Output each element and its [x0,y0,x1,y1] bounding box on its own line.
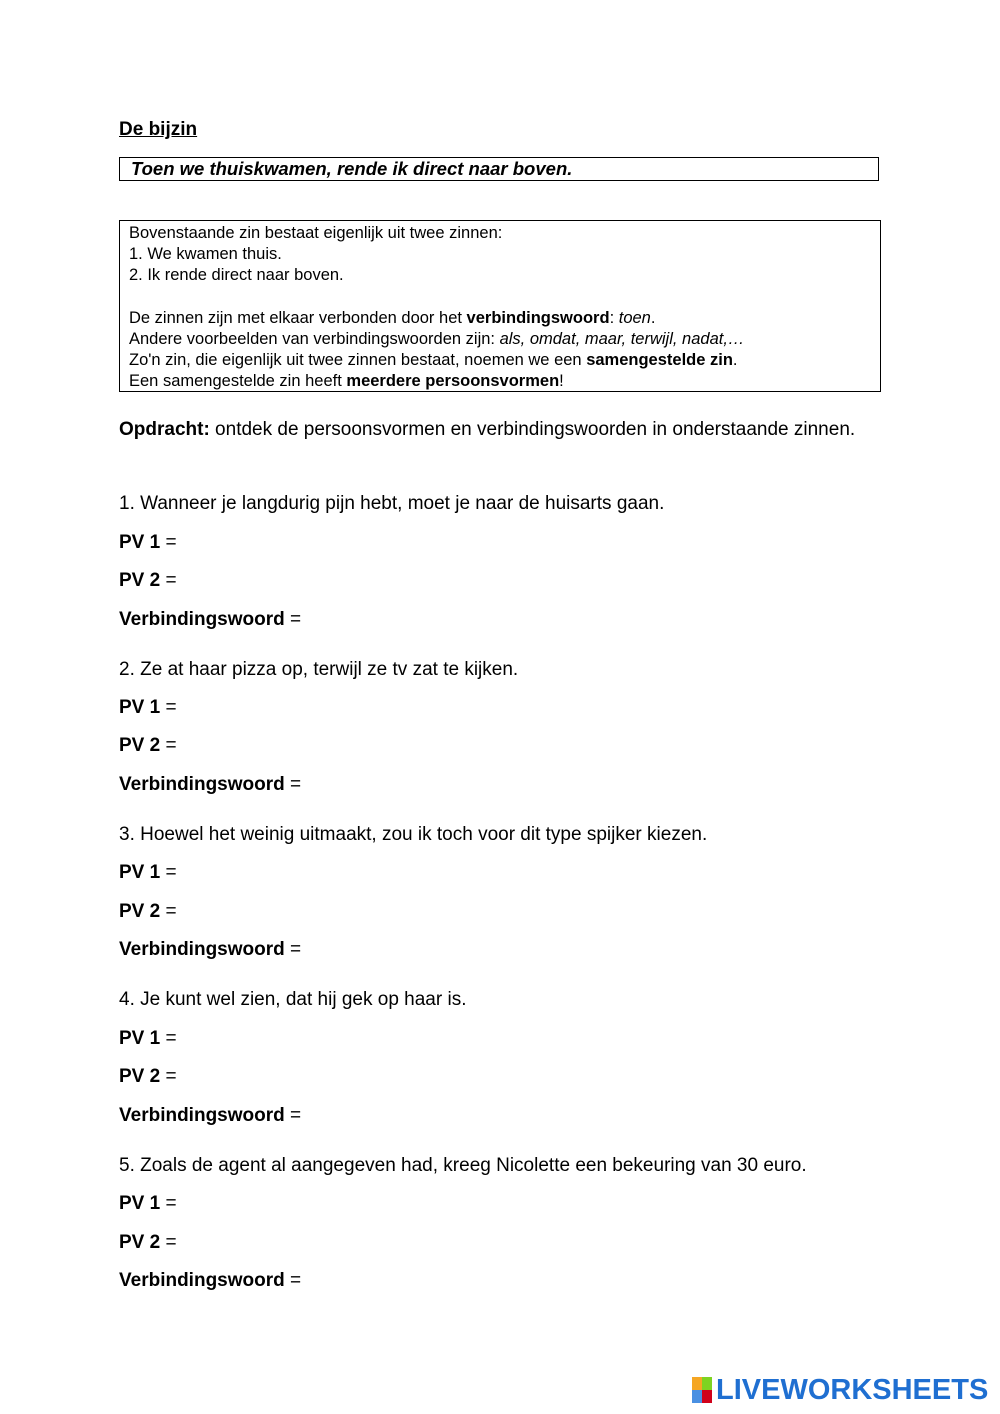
pv2-answer-field[interactable]: PV 2 = [119,1066,177,1087]
explanation-line: Bovenstaande zin bestaat eigenlijk uit twee zinnen: [129,224,503,242]
explanation-line: Zo'n zin, die eigenlijk uit twee zinnen bestaat, noemen we een samengestelde zin. [129,351,738,369]
example-sentence-box [119,157,879,181]
verbindingswoord-answer-field[interactable]: Verbindingswoord = [119,939,302,960]
page-title: De bijzin [119,119,198,140]
verbindingswoord-answer-field[interactable]: Verbindingswoord = [119,1105,302,1126]
assignment-label: Opdracht: [119,419,210,440]
exercise-sentence: 5. Zoals de agent al aangegeven had, kreeg Nicolette een bekeuring van 30 euro. [119,1155,807,1176]
liveworksheets-logo-text: LIVEWORKSHEETS [716,1373,989,1406]
example-sentence: Toen we thuiskwamen, rende ik direct naar boven. [131,158,573,179]
verbindingswoord-answer-field[interactable]: Verbindingswoord = [119,774,302,795]
pv1-answer-field[interactable]: PV 1 = [119,1193,177,1214]
pv2-answer-field[interactable]: PV 2 = [119,570,177,591]
assignment-instruction: Opdracht: ontdek de persoonsvormen en verbindingswoorden in onderstaande zinnen. [119,419,856,440]
liveworksheets-logo-icon [692,1377,712,1403]
term-samengestelde-zin: samengestelde zin [586,351,733,369]
pv2-answer-field[interactable]: PV 2 = [119,735,177,756]
explanation-line: 1. We kwamen thuis. [129,245,282,263]
examples-list: als, omdat, maar, terwijl, nadat,… [499,330,745,348]
pv1-answer-field[interactable]: PV 1 = [119,862,177,883]
term-meerdere-persoonsvormen: meerdere persoonsvormen [346,372,560,390]
explanation-box [119,220,881,392]
explanation-line: Een samengestelde zin heeft meerdere persoonsvormen! [129,372,564,390]
exercise-sentence: 4. Je kunt wel zien, dat hij gek op haar is. [119,989,467,1010]
pv1-answer-field[interactable]: PV 1 = [119,697,177,718]
pv2-answer-field[interactable]: PV 2 = [119,1232,177,1253]
explanation-line: 2. Ik rende direct naar boven. [129,266,344,284]
verbindingswoord-answer-field[interactable]: Verbindingswoord = [119,1270,302,1291]
verbindingswoord-answer-field[interactable]: Verbindingswoord = [119,609,302,630]
liveworksheets-logo[interactable] [692,1374,988,1406]
explanation-line: Andere voorbeelden van verbindingswoorden zijn: als, omdat, maar, terwijl, nadat,… [129,330,745,348]
exercise-sentence: 3. Hoewel het weinig uitmaakt, zou ik toch voor dit type spijker kiezen. [119,824,708,845]
exercise-sentence: 1. Wanneer je langdurig pijn hebt, moet je naar de huisarts gaan. [119,493,665,514]
exercise-sentence: 2. Ze at haar pizza op, terwijl ze tv zat te kijken. [119,659,519,680]
explanation-line: De zinnen zijn met elkaar verbonden door het verbindingswoord: toen. [129,309,656,327]
pv1-answer-field[interactable]: PV 1 = [119,1028,177,1049]
pv2-answer-field[interactable]: PV 2 = [119,901,177,922]
pv1-answer-field[interactable]: PV 1 = [119,532,177,553]
term-verbindingswoord: verbindingswoord [466,309,610,327]
